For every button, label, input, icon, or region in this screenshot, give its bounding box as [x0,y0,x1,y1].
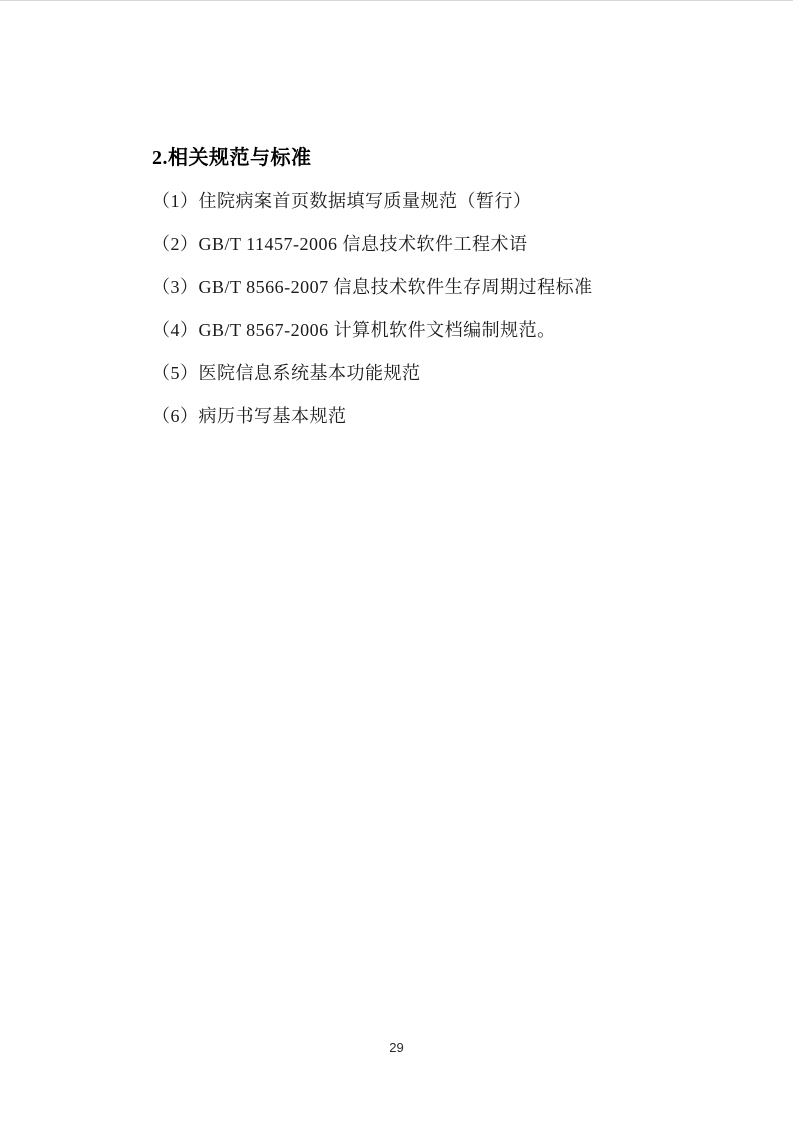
page-number: 29 [389,1040,404,1055]
list-item-6: （6）病历书写基本规范 [152,406,347,426]
list-item-2: （2）GB/T 11457-2006 信息技术软件工程术语 [152,234,528,254]
list-item-5: （5）医院信息系统基本功能规范 [152,363,421,383]
list-item-1: （1）住院病案首页数据填写质量规范（暂行） [152,191,532,211]
list-item-4: （4）GB/T 8567-2006 计算机软件文档编制规范。 [152,320,556,340]
section-heading: 2.相关规范与标准 [152,147,312,169]
section-content [152,137,692,438]
list-item-3: （3）GB/T 8566-2007 信息技术软件生存周期过程标准 [152,277,593,297]
